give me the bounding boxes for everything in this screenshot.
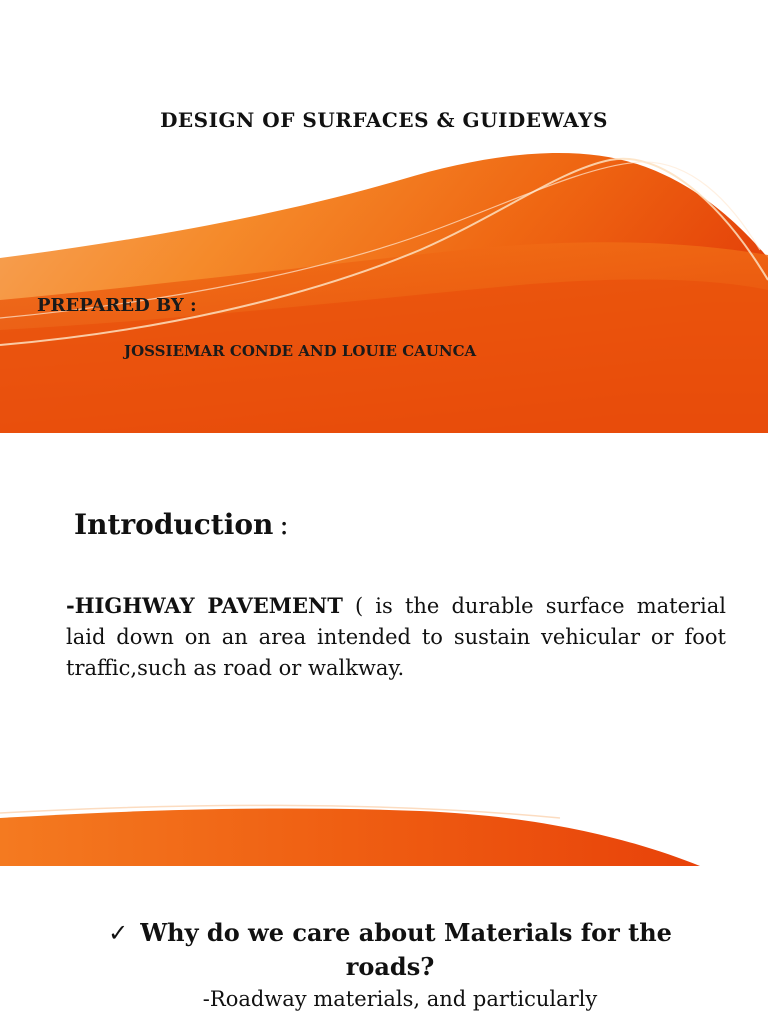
why-heading	[100, 916, 680, 983]
authors-text: JOSSIEMAR CONDE AND LOUIE CAUNCA	[124, 342, 477, 360]
intro-paragraph	[66, 590, 726, 684]
why-body-text: -Roadway materials, and particularly	[202, 987, 598, 1011]
highway-pavement-term: -HIGHWAY PAVEMENT	[66, 593, 343, 618]
prepared-by-label: PREPARED BY :	[37, 295, 197, 316]
why-heading-text: Why do we care about Materials for the roads?	[140, 918, 672, 981]
materials-slide	[0, 866, 768, 1024]
title-slide	[0, 0, 768, 433]
slide-title: DESIGN OF SURFACES & GUIDEWAYS	[160, 108, 608, 132]
introduction-slide	[0, 433, 768, 866]
highway-pavement-definition: ( is the durable surface material laid down on an area intended to sustain vehicular or foot traffic,such as road or walkway.	[66, 594, 726, 680]
intro-heading	[74, 508, 289, 541]
intro-heading-text: Introduction	[74, 508, 274, 541]
intro-heading-colon: :	[279, 508, 289, 541]
checkmark-icon: ✓	[108, 919, 129, 947]
orange-wave-background	[0, 0, 768, 433]
